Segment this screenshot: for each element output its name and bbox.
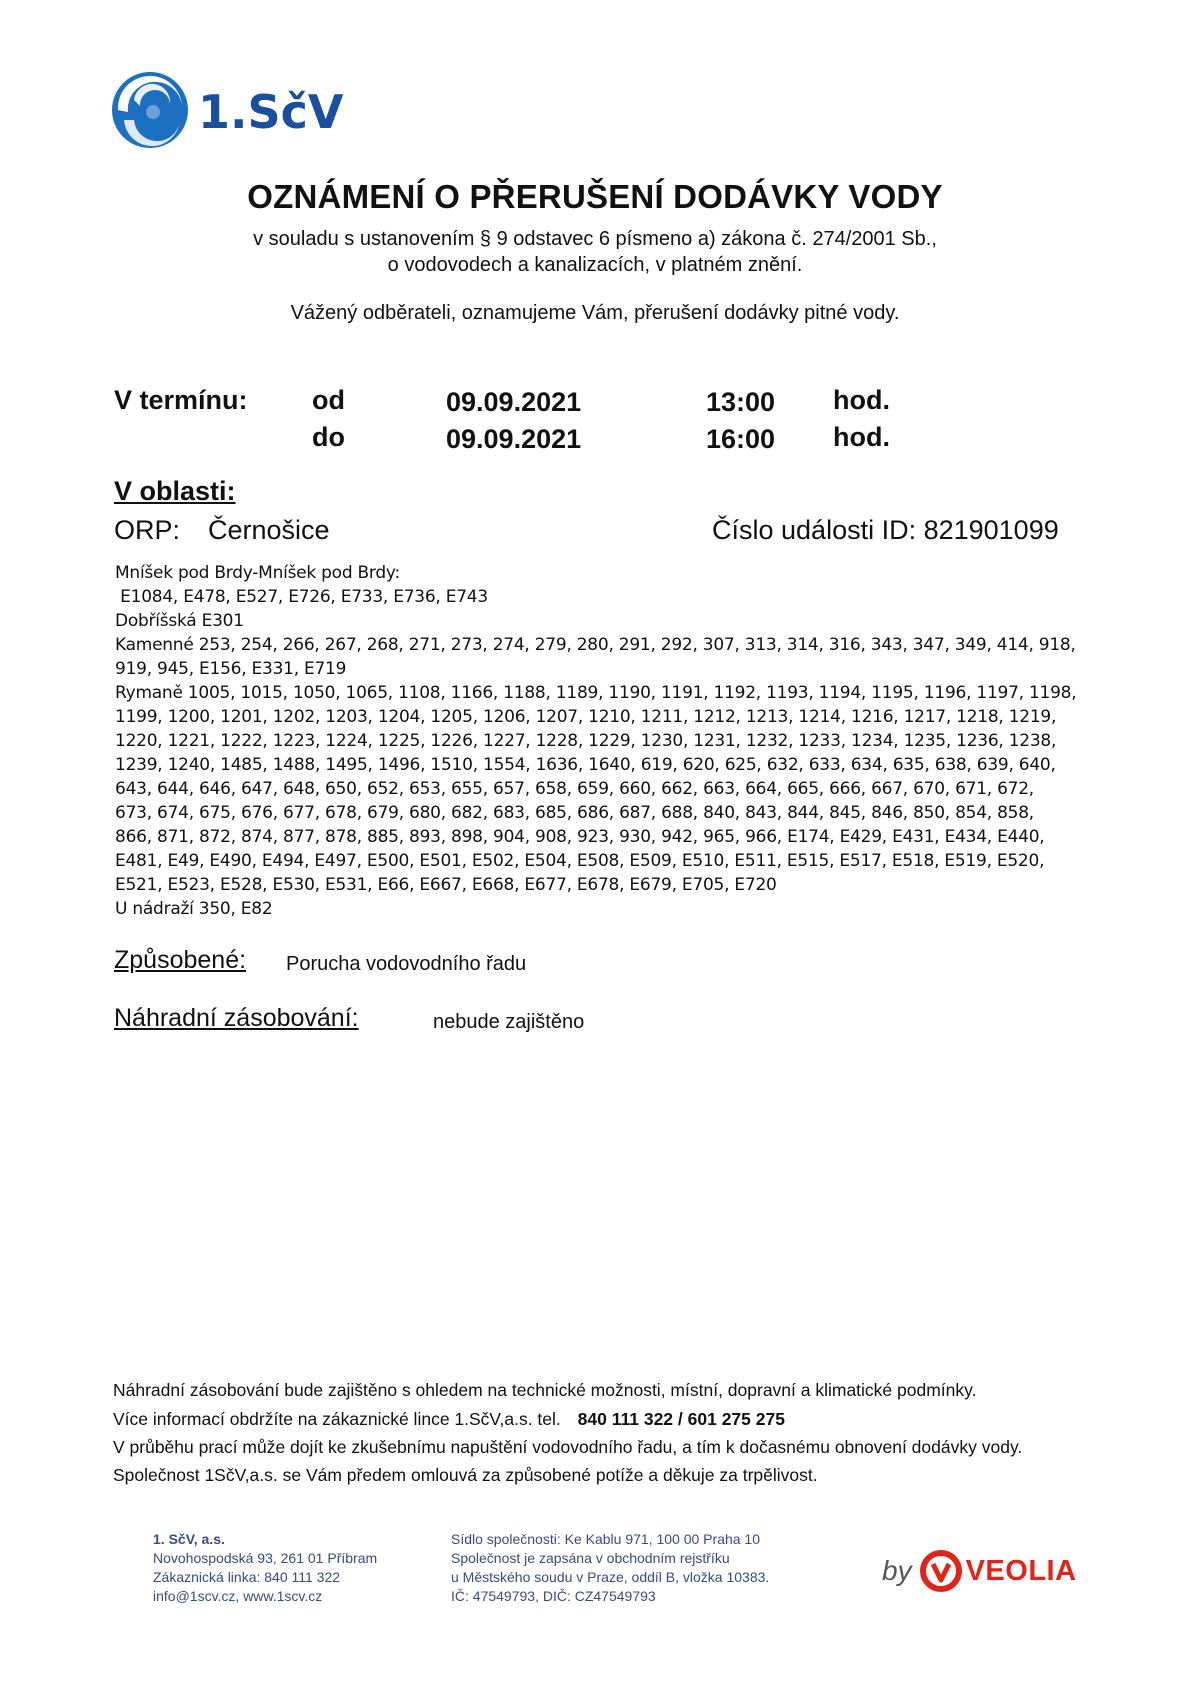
greeting: Vážený odběrateli, oznamujeme Vám, přerušení dodávky pitné vody. bbox=[290, 302, 900, 324]
registry-line-1: Sídlo společnosti: Ke Kablu 971, 100 00 Praha 10 bbox=[451, 1531, 760, 1547]
hotline-text: Více informací obdržíte na zákaznické lince 1.SčV,a.s. tel. bbox=[113, 1409, 561, 1429]
from-unit: hod. bbox=[833, 385, 890, 415]
orp-label: ORP: bbox=[114, 515, 181, 545]
company-contact[interactable]: info@1scv.cz, www.1scv.cz bbox=[153, 1588, 323, 1604]
term-label: V termínu: bbox=[114, 385, 248, 415]
address-line: U nádraží 350, E82 bbox=[115, 899, 273, 919]
address-line: 1239, 1240, 1485, 1488, 1495, 1496, 1510, 1554, 1636, 1640, 619, 620, 625, 632, 633, 634, 635, 638, 639, 640, bbox=[115, 755, 1056, 775]
note-line-4: Společnost 1SčV,a.s. se Vám předem omlouvá za způsobené potíže a děkuje za trpělivost. bbox=[113, 1465, 818, 1485]
address-line: Dobříšská E301 bbox=[115, 611, 244, 631]
address-line: 866, 871, 872, 874, 877, 878, 885, 893, 898, 904, 908, 923, 930, 942, 965, 966, E174, E429, E431, E434, E440, bbox=[115, 827, 1045, 847]
area-label: V oblasti: bbox=[114, 476, 236, 506]
brand-name: VEOLIA bbox=[965, 1554, 1077, 1587]
note-line-3: V průběhu prací může dojít ke zkušebnímu napuštění vodovodního řadu, a tím k dočasnému obnovení dodávky vody. bbox=[113, 1437, 1023, 1457]
company-address: Novohospodská 93, 261 01 Příbram bbox=[153, 1550, 378, 1566]
registry-line-4: IČ: 47549793, DIČ: CZ47549793 bbox=[451, 1588, 656, 1604]
registry-line-3: u Městského soudu v Praze, oddíl B, vložka 10383. bbox=[451, 1569, 770, 1585]
hotline-phone: 840 111 322 / 601 275 275 bbox=[577, 1409, 785, 1429]
address-line: E521, E523, E528, E530, E531, E66, E667, E668, E677, E678, E679, E705, E720 bbox=[115, 875, 777, 895]
legal-reference-line-1: v souladu s ustanovením § 9 odstavec 6 písmeno a) zákona č. 274/2001 Sb., bbox=[253, 228, 937, 250]
address-line: 919, 945, E156, E331, E719 bbox=[115, 659, 347, 679]
to-label: do bbox=[312, 422, 345, 452]
veolia-brand bbox=[882, 1548, 1077, 1594]
address-line: E481, E49, E490, E494, E497, E500, E501, E502, E504, E508, E509, E510, E511, E515, E517, E518, E519, E520, bbox=[115, 851, 1045, 871]
legal-reference-line-2: o vodovodech a kanalizacích, v platném znění. bbox=[387, 254, 803, 276]
address-line: 1220, 1221, 1222, 1223, 1224, 1225, 1226, 1227, 1228, 1229, 1230, 1231, 1232, 1233, 1234, 1235, 1236, 1238, bbox=[115, 731, 1057, 751]
to-time: 16:00 bbox=[706, 424, 776, 454]
replacement-value: nebude zajištěno bbox=[433, 1011, 585, 1033]
address-line: E1084, E478, E527, E726, E733, E736, E743 bbox=[115, 587, 488, 607]
cause-label: Způsobené: bbox=[114, 946, 247, 974]
svg-text:1.SčV: 1.SčV bbox=[198, 85, 344, 139]
footer-registry-info bbox=[451, 1530, 769, 1606]
water-swirl-logo-icon bbox=[110, 70, 370, 150]
orp-value: Černošice bbox=[208, 515, 330, 545]
from-label: od bbox=[312, 385, 345, 415]
note-line-1: Náhradní zásobování bude zajištěno s ohledem na technické možnosti, místní, dopravní a klimatické podmínky. bbox=[113, 1380, 977, 1400]
address-line: Kamenné 253, 254, 266, 267, 268, 271, 273, 274, 279, 280, 291, 292, 307, 313, 314, 316, 343, 347, 349, 414, 918, bbox=[115, 635, 1076, 655]
address-line: 1199, 1200, 1201, 1202, 1203, 1204, 1205, 1206, 1207, 1210, 1211, 1212, 1213, 1214, 1216, 1217, 1218, 1219, bbox=[115, 707, 1057, 727]
company-hotline: Zákaznická linka: 840 111 322 bbox=[153, 1569, 341, 1585]
address-line: 643, 644, 646, 647, 648, 650, 652, 653, 655, 657, 658, 659, 660, 662, 663, 664, 665, 666, 667, 670, 671, 672, bbox=[115, 779, 1034, 799]
address-line: 673, 674, 675, 676, 677, 678, 679, 680, 682, 683, 685, 686, 687, 688, 840, 843, 844, 845, 846, 850, 854, 858, bbox=[115, 803, 1034, 823]
cause-value: Porucha vodovodního řadu bbox=[286, 953, 527, 975]
company-logo bbox=[110, 70, 370, 150]
to-unit: hod. bbox=[833, 422, 890, 452]
address-line: Rymaně 1005, 1015, 1050, 1065, 1108, 1166, 1188, 1189, 1190, 1191, 1192, 1193, 1194, 1195, 1196, 1197, 1198, bbox=[115, 683, 1077, 703]
to-date: 09.09.2021 bbox=[446, 424, 582, 454]
event-id: Číslo události ID: 821901099 bbox=[712, 515, 1059, 545]
affected-addresses bbox=[115, 561, 1145, 921]
from-date: 09.09.2021 bbox=[446, 387, 582, 417]
company-name: 1. SčV, a.s. bbox=[153, 1531, 225, 1547]
veolia-logo-icon bbox=[920, 1550, 962, 1592]
replacement-label: Náhradní zásobování: bbox=[114, 1004, 359, 1032]
from-time: 13:00 bbox=[706, 387, 776, 417]
address-line: Mníšek pod Brdy-Mníšek pod Brdy: bbox=[115, 563, 400, 583]
registry-line-2: Společnost je zapsána v obchodním rejstříku bbox=[451, 1550, 730, 1566]
note-line-2 bbox=[113, 1409, 785, 1430]
brand-by: by bbox=[882, 1555, 912, 1586]
footer-company-info bbox=[153, 1530, 377, 1606]
notice-title: OZNÁMENÍ O PŘERUŠENÍ DODÁVKY VODY bbox=[247, 178, 943, 215]
